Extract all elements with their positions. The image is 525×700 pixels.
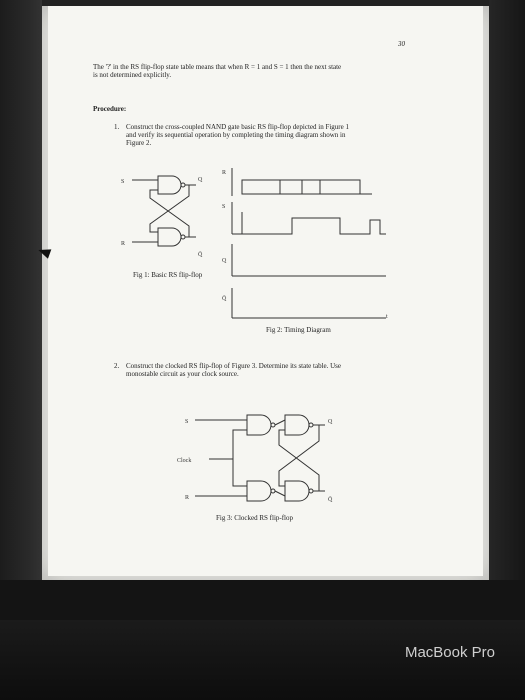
intro-line-2: is not determined explicitly. [93, 71, 172, 79]
laptop-brand: MacBook Pro [404, 644, 495, 661]
fig3-label-qbar: Q̄ [328, 497, 333, 503]
fig3-label-q: Q [328, 419, 333, 425]
fig1-nand-bottom [158, 228, 181, 246]
page-number: 30 [398, 40, 405, 48]
fig3-label-s: S [185, 419, 189, 425]
fig2-label-s: S [222, 204, 226, 210]
fig1-label-qbar: Q̄ [198, 252, 203, 258]
fig3-label-r: R [185, 495, 190, 501]
fig2-axis-t: t [386, 314, 388, 320]
step1-line-2: and verify its sequential operation by completing the timing diagram shown in [126, 131, 346, 139]
step2-line-2: monostable circuit as your clock source. [126, 370, 239, 378]
fig2-label-q: Q [222, 258, 227, 264]
step2-line-1: Construct the clocked RS flip-flop of Figure 3. Determine its state table. Use [126, 362, 342, 370]
fig2-label-qbar: Q̄ [222, 296, 227, 302]
fig1-caption: Fig 1: Basic RS flip-flop [133, 271, 203, 279]
fig3-label-clock: Clock [177, 458, 192, 464]
screen [42, 6, 489, 580]
fig2-caption: Fig 2: Timing Diagram [266, 326, 331, 334]
fig2-timing-diagram [220, 166, 390, 326]
procedure-heading: Procedure: [93, 105, 127, 113]
step1-line-3: Figure 2. [126, 139, 152, 147]
fig1-label-r: R [121, 241, 126, 247]
fig3-circuit [173, 411, 343, 511]
step1-line-1: Construct the cross-coupled NAND gate basic RS flip-flop depicted in Figure 1 [126, 123, 349, 131]
step2-number: 2. [114, 362, 120, 370]
step1-number: 1. [114, 123, 120, 131]
fig1-label-q: Q [198, 177, 203, 183]
bezel-left [0, 0, 42, 620]
fig3-caption: Fig 3: Clocked RS flip-flop [216, 514, 293, 522]
bezel-right [489, 0, 525, 620]
screen-chin [0, 580, 525, 620]
fig1-circuit [114, 166, 227, 266]
fig2-label-r: R [222, 170, 227, 176]
fig1-nand-top [158, 176, 181, 194]
document-page [48, 6, 483, 576]
fig1-label-s: S [121, 179, 125, 185]
intro-line-1: The '?' in the RS flip-flop state table means that when R = 1 and S = 1 then the next state [93, 63, 342, 71]
